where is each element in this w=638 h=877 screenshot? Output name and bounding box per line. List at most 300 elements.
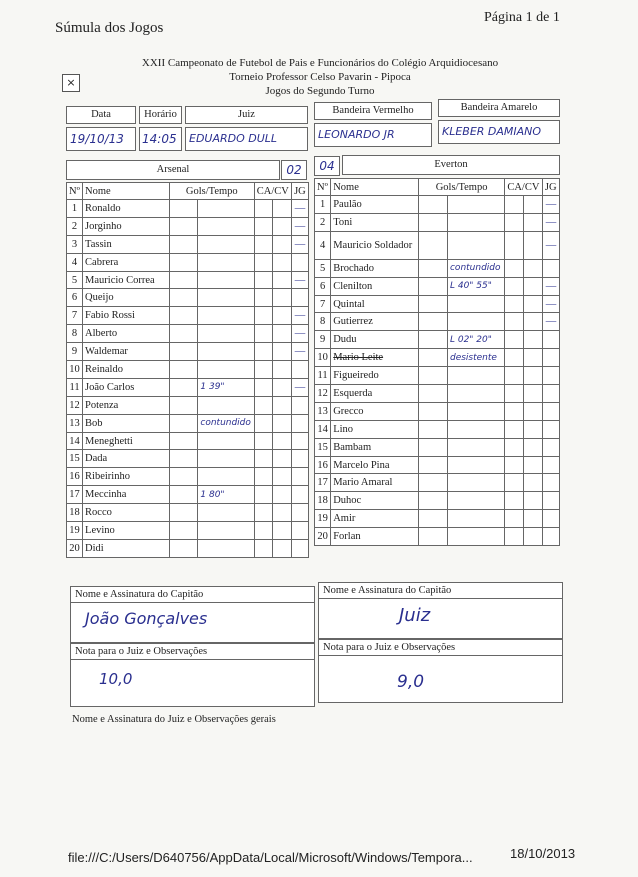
goals-cell[interactable] [419,474,448,492]
table-row[interactable] [315,420,560,438]
played-cell[interactable] [542,492,559,510]
goals-cell[interactable] [170,378,198,396]
played-cell[interactable]: — [292,307,309,325]
time-cell[interactable]: 1 39" [198,378,254,396]
time-cell[interactable] [198,343,254,361]
red-card-cell[interactable] [523,331,542,349]
time-cell[interactable] [198,307,254,325]
red-flag-label: Bandeira Vermelho [314,102,432,120]
table-row[interactable] [315,313,560,331]
red-card-cell[interactable] [273,200,292,218]
home-roster-header [67,183,309,200]
goals-cell[interactable] [170,504,198,522]
table-row[interactable] [315,213,560,231]
col-goals: Gols/Tempo [170,183,255,200]
table-row[interactable] [67,361,309,379]
table-row[interactable] [67,289,309,307]
table-row[interactable] [67,504,309,522]
player-number: 12 [67,396,83,414]
red-card-cell[interactable] [523,510,542,528]
home-score[interactable]: 02 [281,160,307,180]
time-cell[interactable] [198,271,254,289]
played-cell[interactable] [292,253,309,271]
yellow-card-cell[interactable] [254,235,273,253]
goals-cell[interactable] [419,385,448,403]
time-cell[interactable] [198,432,254,450]
red-card-cell[interactable] [273,343,292,361]
played-cell[interactable]: — [542,313,559,331]
col-num: Nº [315,179,331,196]
player-name: Meneghetti [83,432,170,450]
player-number: 19 [315,510,331,528]
goals-cell[interactable] [170,271,198,289]
played-cell[interactable] [292,432,309,450]
goals-cell[interactable] [170,235,198,253]
played-cell[interactable]: — [542,231,559,259]
time-field[interactable]: 14:05 [139,127,182,151]
date-field[interactable]: 19/10/13 [66,127,136,151]
red-card-cell[interactable] [523,528,542,546]
red-card-cell[interactable] [273,396,292,414]
table-row[interactable] [67,217,309,235]
red-card-cell[interactable] [273,253,292,271]
table-row[interactable] [315,295,560,313]
played-cell[interactable] [292,414,309,432]
played-cell[interactable]: — [542,196,559,214]
yellow-card-cell[interactable] [504,402,523,420]
time-cell[interactable] [447,402,504,420]
table-row[interactable] [67,343,309,361]
played-cell[interactable] [292,289,309,307]
played-cell[interactable] [542,402,559,420]
red-card-cell[interactable] [273,217,292,235]
table-row[interactable] [315,456,560,474]
red-flag-field[interactable]: LEONARDO JR [314,123,432,147]
red-card-cell[interactable] [523,231,542,259]
played-cell[interactable]: — [292,235,309,253]
time-cell[interactable] [198,522,254,540]
player-name: Levino [83,522,170,540]
goals-cell[interactable] [170,522,198,540]
player-name: Dudu [331,331,419,349]
player-name: Potenza [83,396,170,414]
away-referee-note-label: Nota para o Juiz e Observações [319,640,562,656]
time-cell[interactable]: L 02" 20" [447,331,504,349]
table-row[interactable] [67,468,309,486]
player-number: 5 [315,259,331,277]
player-number: 1 [67,200,83,218]
red-card-cell[interactable] [273,432,292,450]
goals-cell[interactable] [170,414,198,432]
red-card-cell[interactable] [273,235,292,253]
red-card-cell[interactable] [273,504,292,522]
table-row[interactable] [67,414,309,432]
played-cell[interactable] [542,259,559,277]
time-cell[interactable] [198,468,254,486]
heading-line-2: Torneio Professor Celso Pavarin - Pipoca [229,71,411,83]
player-number: 9 [315,331,331,349]
time-cell[interactable] [198,396,254,414]
table-row[interactable] [315,528,560,546]
goals-cell[interactable] [170,325,198,343]
time-cell[interactable] [198,289,254,307]
yellow-card-cell[interactable] [254,414,273,432]
table-row[interactable] [67,235,309,253]
played-cell[interactable]: — [292,271,309,289]
yellow-card-cell[interactable] [254,289,273,307]
home-captain-signature: João Gonçalves [85,609,208,628]
player-name: João Carlos [83,378,170,396]
yellow-card-cell[interactable] [504,259,523,277]
table-row[interactable] [67,522,309,540]
goals-cell[interactable] [170,253,198,271]
time-cell[interactable]: L 40" 55" [447,277,504,295]
played-cell[interactable] [542,456,559,474]
red-card-cell[interactable] [523,474,542,492]
goals-cell[interactable] [419,213,448,231]
table-row[interactable] [315,510,560,528]
player-number: 16 [67,468,83,486]
player-name: Mario Amaral [331,474,419,492]
table-row[interactable] [315,196,560,214]
red-card-cell[interactable] [523,349,542,367]
yellow-card-cell[interactable] [504,456,523,474]
played-cell[interactable]: — [542,213,559,231]
time-cell[interactable] [447,196,504,214]
yellow-card-cell[interactable] [504,349,523,367]
yellow-card-cell[interactable] [254,486,273,504]
goals-cell[interactable] [419,349,448,367]
red-card-cell[interactable] [273,307,292,325]
away-referee-note-box[interactable] [318,639,563,703]
goals-cell[interactable] [170,217,198,235]
yellow-card-cell[interactable] [504,313,523,331]
played-cell[interactable]: — [292,378,309,396]
table-row[interactable] [67,450,309,468]
played-cell[interactable]: — [542,295,559,313]
played-cell[interactable]: — [292,217,309,235]
table-row[interactable] [67,253,309,271]
goals-cell[interactable] [170,361,198,379]
time-cell[interactable] [198,539,254,557]
time-cell[interactable]: contundido [447,259,504,277]
played-cell[interactable] [542,474,559,492]
time-cell[interactable]: contundido [198,414,254,432]
table-row[interactable] [315,259,560,277]
goals-cell[interactable] [170,468,198,486]
table-row[interactable] [67,307,309,325]
table-row[interactable] [315,474,560,492]
time-cell[interactable] [198,504,254,522]
table-row[interactable] [315,385,560,403]
red-card-cell[interactable] [523,259,542,277]
player-number: 15 [315,438,331,456]
goals-cell[interactable] [170,396,198,414]
time-cell[interactable]: desistente [447,349,504,367]
yellow-card-cell[interactable] [254,343,273,361]
played-cell[interactable] [542,385,559,403]
red-card-cell[interactable] [273,539,292,557]
played-cell[interactable] [292,504,309,522]
red-card-cell[interactable] [273,271,292,289]
played-cell[interactable] [542,331,559,349]
player-name: Grecco [331,402,419,420]
col-cards: CA/CV [254,183,292,200]
yellow-card-cell[interactable] [254,522,273,540]
player-name: Fabio Rossi [83,307,170,325]
player-number: 11 [67,378,83,396]
table-row[interactable] [315,331,560,349]
home-referee-note-box[interactable] [70,643,315,707]
played-cell[interactable] [292,361,309,379]
played-cell[interactable] [292,486,309,504]
goals-cell[interactable] [419,259,448,277]
goals-cell[interactable] [419,420,448,438]
played-cell[interactable]: — [542,277,559,295]
red-card-cell[interactable] [273,486,292,504]
time-cell[interactable] [447,313,504,331]
time-cell[interactable] [447,367,504,385]
player-name: Rocco [83,504,170,522]
goals-cell[interactable] [170,307,198,325]
player-name: Mauricio Correa [83,271,170,289]
goals-cell[interactable] [419,438,448,456]
goals-cell[interactable] [419,331,448,349]
goals-cell[interactable] [170,539,198,557]
played-cell[interactable] [542,349,559,367]
yellow-card-cell[interactable] [504,231,523,259]
player-name: Bambam [331,438,419,456]
red-card-cell[interactable] [523,420,542,438]
player-name: Quintal [331,295,419,313]
table-row[interactable] [315,231,560,259]
table-row[interactable] [315,367,560,385]
played-cell[interactable] [292,539,309,557]
home-team-name: Arsenal [66,160,280,180]
table-row[interactable] [67,325,309,343]
time-cell[interactable] [447,456,504,474]
yellow-card-cell[interactable] [504,331,523,349]
home-referee-note: 10,0 [99,670,133,688]
yellow-card-cell[interactable] [504,196,523,214]
played-cell[interactable]: — [292,343,309,361]
played-cell[interactable] [292,468,309,486]
goals-cell[interactable] [170,200,198,218]
yellow-card-cell[interactable] [254,325,273,343]
yellow-card-cell[interactable] [254,432,273,450]
table-row[interactable] [67,378,309,396]
yellow-card-cell[interactable] [504,277,523,295]
played-cell[interactable] [292,396,309,414]
played-cell[interactable]: — [292,325,309,343]
time-cell[interactable] [447,492,504,510]
red-card-cell[interactable] [273,289,292,307]
heading-line-1: XXII Campeonato de Futebol de Pais e Funcionários do Colégio Arquidiocesano [141,57,499,69]
player-name: Alberto [83,325,170,343]
close-icon[interactable]: × [62,74,80,92]
player-name: Marcelo Pina [331,456,419,474]
time-cell[interactable] [198,200,254,218]
red-card-cell[interactable] [273,522,292,540]
time-cell[interactable] [198,253,254,271]
page-number: Página 1 de 1 [484,10,560,25]
time-cell[interactable] [447,295,504,313]
played-cell[interactable] [542,420,559,438]
home-captain-label: Nome e Assinatura do Capitão [71,587,314,603]
col-jg: JG [542,179,559,196]
goals-cell[interactable] [170,432,198,450]
table-row[interactable] [67,432,309,450]
goals-cell[interactable] [419,510,448,528]
referee-field[interactable]: EDUARDO DULL [185,127,308,151]
yellow-card-cell[interactable] [504,510,523,528]
yellow-card-cell[interactable] [254,396,273,414]
red-card-cell[interactable] [273,414,292,432]
player-name: Figueiredo [331,367,419,385]
time-cell[interactable] [447,213,504,231]
player-name: Forlan [331,528,419,546]
red-card-cell[interactable] [523,385,542,403]
home-referee-note-label: Nota para o Juiz e Observações [71,644,314,660]
time-cell[interactable] [198,450,254,468]
yellow-card-cell[interactable] [504,213,523,231]
yellow-card-cell[interactable] [254,468,273,486]
goals-cell[interactable] [419,367,448,385]
red-card-cell[interactable] [523,213,542,231]
red-card-cell[interactable] [523,456,542,474]
goals-cell[interactable] [170,289,198,307]
yellow-card-cell[interactable] [254,271,273,289]
yellow-card-cell[interactable] [504,492,523,510]
goals-cell[interactable] [170,343,198,361]
time-cell[interactable]: 1 80" [198,486,254,504]
goals-cell[interactable] [419,277,448,295]
table-row[interactable] [315,492,560,510]
yellow-card-cell[interactable] [504,385,523,403]
table-row[interactable] [315,438,560,456]
time-cell[interactable] [198,217,254,235]
table-row[interactable] [315,277,560,295]
col-goals: Gols/Tempo [419,179,505,196]
time-cell[interactable] [198,325,254,343]
table-row[interactable] [67,539,309,557]
red-card-cell[interactable] [273,361,292,379]
red-card-cell[interactable] [273,468,292,486]
table-row[interactable] [315,349,560,367]
red-card-cell[interactable] [523,492,542,510]
played-cell[interactable] [542,367,559,385]
time-cell[interactable] [198,235,254,253]
col-name: Nome [331,179,419,196]
red-card-cell[interactable] [523,438,542,456]
goals-cell[interactable] [170,486,198,504]
referee-label: Juiz [185,106,308,124]
goals-cell[interactable] [419,402,448,420]
played-cell[interactable]: — [292,200,309,218]
player-number: 7 [67,307,83,325]
red-card-cell[interactable] [523,295,542,313]
yellow-card-cell[interactable] [504,438,523,456]
goals-cell[interactable] [419,456,448,474]
played-cell[interactable] [292,450,309,468]
table-row[interactable] [67,486,309,504]
goals-cell[interactable] [419,231,448,259]
yellow-card-cell[interactable] [254,217,273,235]
yellow-card-cell[interactable] [504,420,523,438]
col-cards: CA/CV [504,179,542,196]
time-cell[interactable] [198,361,254,379]
time-cell[interactable] [447,420,504,438]
played-cell[interactable] [542,510,559,528]
yellow-card-cell[interactable] [254,378,273,396]
player-number: 4 [67,253,83,271]
played-cell[interactable] [542,438,559,456]
yellow-card-cell[interactable] [254,253,273,271]
time-cell[interactable] [447,231,504,259]
time-cell[interactable] [447,528,504,546]
yellow-card-cell[interactable] [254,361,273,379]
away-referee-note: 9,0 [397,672,425,692]
goals-cell[interactable] [419,196,448,214]
goals-cell[interactable] [419,295,448,313]
red-card-cell[interactable] [523,402,542,420]
played-cell[interactable] [292,522,309,540]
goals-cell[interactable] [419,313,448,331]
yellow-card-cell[interactable] [254,200,273,218]
home-roster [66,182,309,558]
yellow-card-cell[interactable] [504,367,523,385]
yellow-card-cell[interactable] [504,474,523,492]
table-row[interactable] [67,396,309,414]
time-cell[interactable] [447,510,504,528]
time-cell[interactable] [447,474,504,492]
red-card-cell[interactable] [523,196,542,214]
table-row[interactable] [67,200,309,218]
away-captain-box[interactable] [318,582,563,639]
away-score[interactable]: 04 [314,156,340,176]
red-card-cell[interactable] [523,313,542,331]
time-label: Horário [139,106,182,124]
time-cell[interactable] [447,385,504,403]
goals-cell[interactable] [419,528,448,546]
goals-cell[interactable] [419,492,448,510]
yellow-card-cell[interactable] [254,539,273,557]
yellow-card-cell[interactable] [504,295,523,313]
yellow-flag-field[interactable]: KLEBER DAMIANO [438,120,560,144]
yellow-card-cell[interactable] [254,307,273,325]
player-name: Ribeirinho [83,468,170,486]
table-row[interactable] [67,271,309,289]
player-number: 1 [315,196,331,214]
played-cell[interactable] [542,528,559,546]
player-name: Tassin [83,235,170,253]
red-card-cell[interactable] [523,367,542,385]
yellow-card-cell[interactable] [254,504,273,522]
red-card-cell[interactable] [273,325,292,343]
table-row[interactable] [315,402,560,420]
home-captain-box[interactable] [70,586,315,643]
red-card-cell[interactable] [523,277,542,295]
yellow-card-cell[interactable] [254,450,273,468]
col-name: Nome [83,183,170,200]
player-number: 19 [67,522,83,540]
red-card-cell[interactable] [273,378,292,396]
time-cell[interactable] [447,438,504,456]
red-card-cell[interactable] [273,450,292,468]
goals-cell[interactable] [170,450,198,468]
player-name: Bob [83,414,170,432]
yellow-card-cell[interactable] [504,528,523,546]
